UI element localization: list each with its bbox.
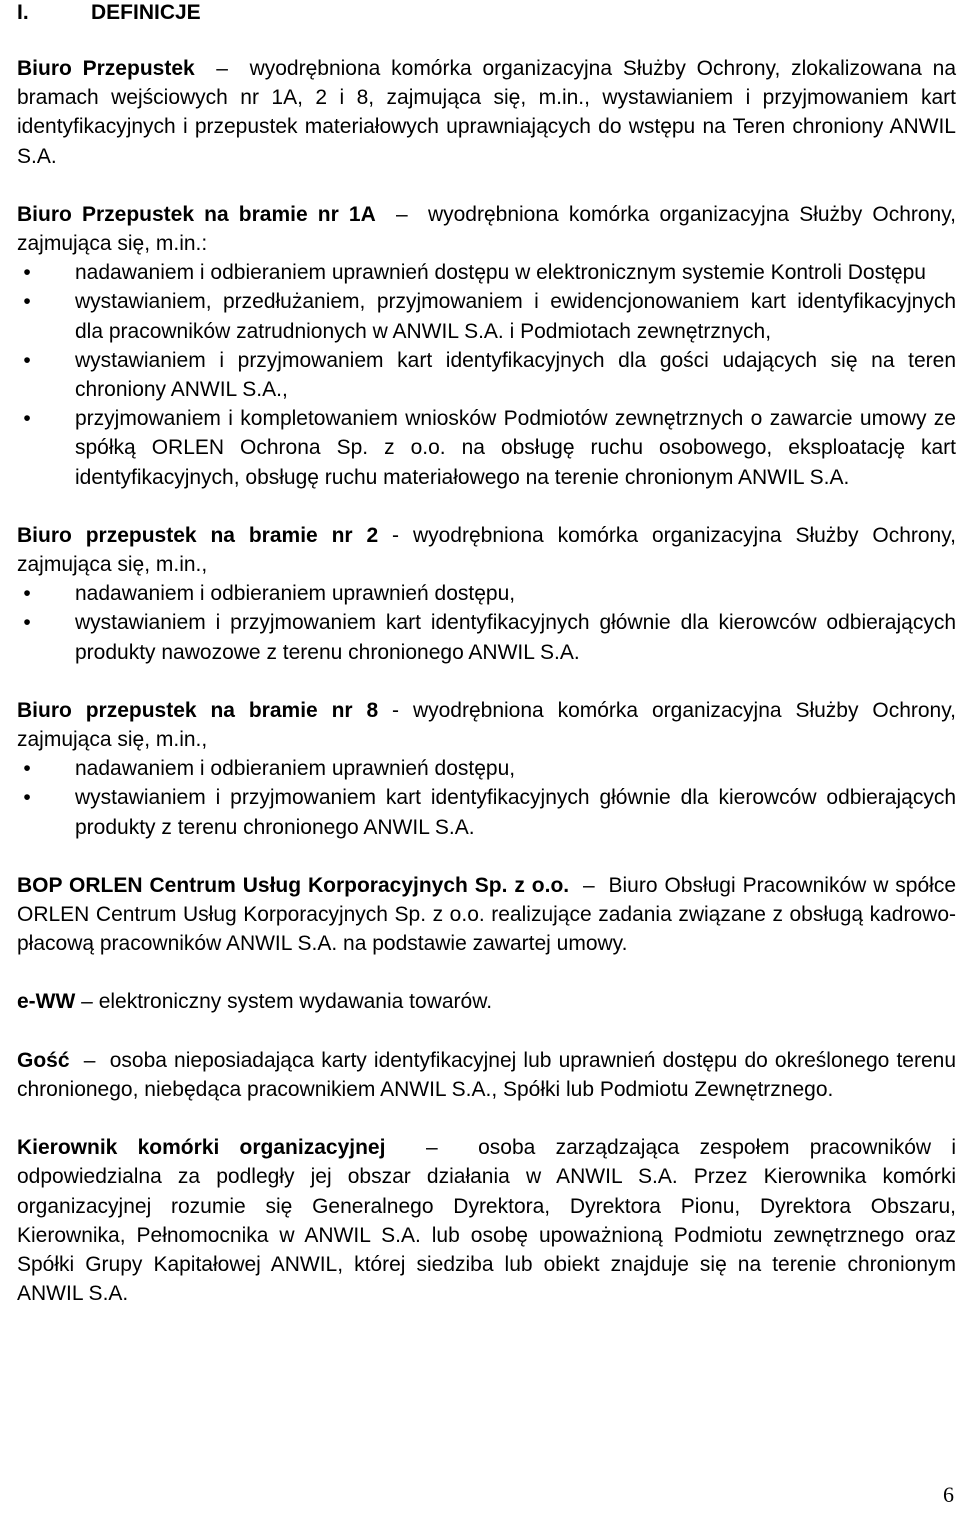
document-page <box>17 0 956 1308</box>
definition-separator: – <box>582 873 595 897</box>
spacer <box>17 1104 956 1133</box>
section-number: I. <box>17 1 29 24</box>
definition-separator: - <box>392 698 400 722</box>
list-item <box>17 346 956 404</box>
bullet-icon: • <box>23 582 31 606</box>
spacer <box>17 667 956 696</box>
bullet-icon: • <box>23 261 31 285</box>
list-item <box>17 258 956 287</box>
definition-separator: – <box>81 990 93 1014</box>
list-item <box>17 287 956 345</box>
definition-separator: – <box>425 1136 438 1160</box>
bullet-icon: • <box>23 407 31 431</box>
bullet-icon: • <box>23 611 31 635</box>
definition-term: Biuro Przepustek <box>17 57 195 80</box>
definition-text: wyodrębniona komórka organizacyjna Służby Ochrony, zlokalizowana na bramach wejściowych nr 1A, 2 i 8, zajmująca się, m.in., wystawianiem i przyjmowaniem kart identyfikacyjnych i przepustek materiałowych uprawniających do wstępu na Teren chroniony ANWIL S.A. <box>17 57 956 168</box>
spacer <box>17 842 956 871</box>
definition-e-ww <box>17 987 956 1016</box>
list-item-text: wystawianiem i przyjmowaniem kart identyfikacyjnych głównie dla kierowców odbierających produkty z terenu chronionego ANWIL S.A. <box>75 786 956 839</box>
definition-term: BOP ORLEN Centrum Usług Korporacyjnych Sp. z o.o. <box>17 873 570 897</box>
definition-biuro-brama-1a <box>17 200 956 258</box>
duties-list-brama-8 <box>17 754 956 842</box>
list-item-text: wystawianiem i przyjmowaniem kart identyfikacyjnych głównie dla kierowców odbierających produkty nawozowe z terenu chronionego ANWIL S.A. <box>75 611 956 664</box>
duties-list-brama-2 <box>17 579 956 667</box>
definition-text: osoba nieposiadająca karty identyfikacyjnej lub uprawnień dostępu do określonego terenu chronionego, niebędąca pracownikiem ANWIL S.A., Spółki lub Podmiotu Zewnętrznego. <box>17 1048 957 1101</box>
list-item <box>17 608 956 666</box>
definition-biuro-przepustek <box>17 54 956 171</box>
definition-gosc <box>17 1046 956 1104</box>
definition-term: Biuro przepustek na bramie nr 2 <box>17 523 379 547</box>
definition-text: wyodrębniona komórka organizacyjna Służby Ochrony, zajmująca się, m.in., <box>17 698 956 752</box>
list-item-text: nadawaniem i odbieraniem uprawnień dostępu w elektronicznym systemie Kontroli Dostępu <box>75 261 926 285</box>
definition-biuro-brama-2 <box>17 521 956 579</box>
bullet-icon: • <box>23 757 31 781</box>
list-item <box>17 579 956 608</box>
list-item-text: nadawaniem i odbieraniem uprawnień dostępu, <box>75 757 516 781</box>
bullet-icon: • <box>23 348 31 372</box>
definition-kierownik-komorki <box>17 1133 956 1308</box>
definition-separator: – <box>83 1048 96 1072</box>
spacer <box>17 1017 956 1046</box>
definition-term: Biuro Przepustek na bramie nr 1A <box>17 202 376 226</box>
list-item-text: wystawianiem, przedłużaniem, przyjmowaniem i ewidencjonowaniem kart identyfikacyjnych dla pracowników zatrudnionych w ANWIL S.A. i Podmiotach zewnętrznych, <box>75 290 956 343</box>
definition-separator: – <box>216 57 228 80</box>
definition-text: wyodrębniona komórka organizacyjna Służby Ochrony, zajmująca się, m.in.: <box>17 202 957 256</box>
definition-term: e-WW <box>17 990 76 1014</box>
definition-separator: – <box>396 202 408 226</box>
definition-separator: - <box>392 523 400 547</box>
definition-text: elektroniczny system wydawania towarów. <box>98 990 493 1014</box>
duties-list-brama-1a <box>17 258 956 492</box>
section-title: DEFINICJE <box>91 1 201 24</box>
definition-bop-orlen <box>17 871 956 959</box>
definition-text: Biuro Obsługi Pracowników w spółce ORLEN Centrum Usług Korporacyjnych Sp. z o.o. realizujące zadania związane z obsługą kadrowo-płacową pracowników ANWIL S.A. na podstawie zawartej umowy. <box>17 873 956 956</box>
spacer <box>17 958 956 987</box>
list-item <box>17 754 956 783</box>
list-item-text: przyjmowaniem i kompletowaniem wniosków Podmiotów zewnętrznych o zawarcie umowy ze spółką ORLEN Ochrona Sp. z o.o. na obsługę ruchu osobowego, eksploatację kart identyfikacyjnych, obsługę ruchu materiałowego na terenie chronionym ANWIL S.A. <box>75 407 956 489</box>
bullet-icon: • <box>23 290 31 314</box>
spacer <box>17 171 956 200</box>
list-item <box>17 404 956 492</box>
list-item-text: wystawianiem i przyjmowaniem kart identyfikacyjnych dla gości udających się na teren chroniony ANWIL S.A., <box>75 348 956 402</box>
definition-text: wyodrębniona komórka organizacyjna Służby Ochrony, zajmująca się, m.in., <box>17 523 956 577</box>
spacer <box>17 492 956 521</box>
definition-term: Biuro przepustek na bramie nr 8 <box>17 698 379 722</box>
definition-term: Kierownik komórki organizacyjnej <box>17 1136 386 1160</box>
section-heading <box>17 0 956 32</box>
list-item-text: nadawaniem i odbieraniem uprawnień dostępu, <box>75 582 516 606</box>
page-number: 6 <box>943 1482 954 1507</box>
spacer <box>17 32 956 54</box>
definition-biuro-brama-8 <box>17 696 956 754</box>
list-item <box>17 783 956 841</box>
definition-term: Gość <box>17 1048 70 1072</box>
definition-text: osoba zarządzająca zespołem pracowników i odpowiedzialna za podległy jej obszar działania w ANWIL S.A. Przez Kierownika komórki organizacyjnej rozumie się Generalnego Dyrektora, Dyrektora Pionu, Dyrektora Obszaru, Kierownika, Pełnomocnika w ANWIL S.A. lub osobę upoważnioną Podmiotu zewnętrznego oraz Spółki Grupy Kapitałowej ANWIL, której siedziba lub obiekt znajduje się na terenie chronionym ANWIL S.A. <box>17 1136 956 1306</box>
bullet-icon: • <box>23 786 31 810</box>
